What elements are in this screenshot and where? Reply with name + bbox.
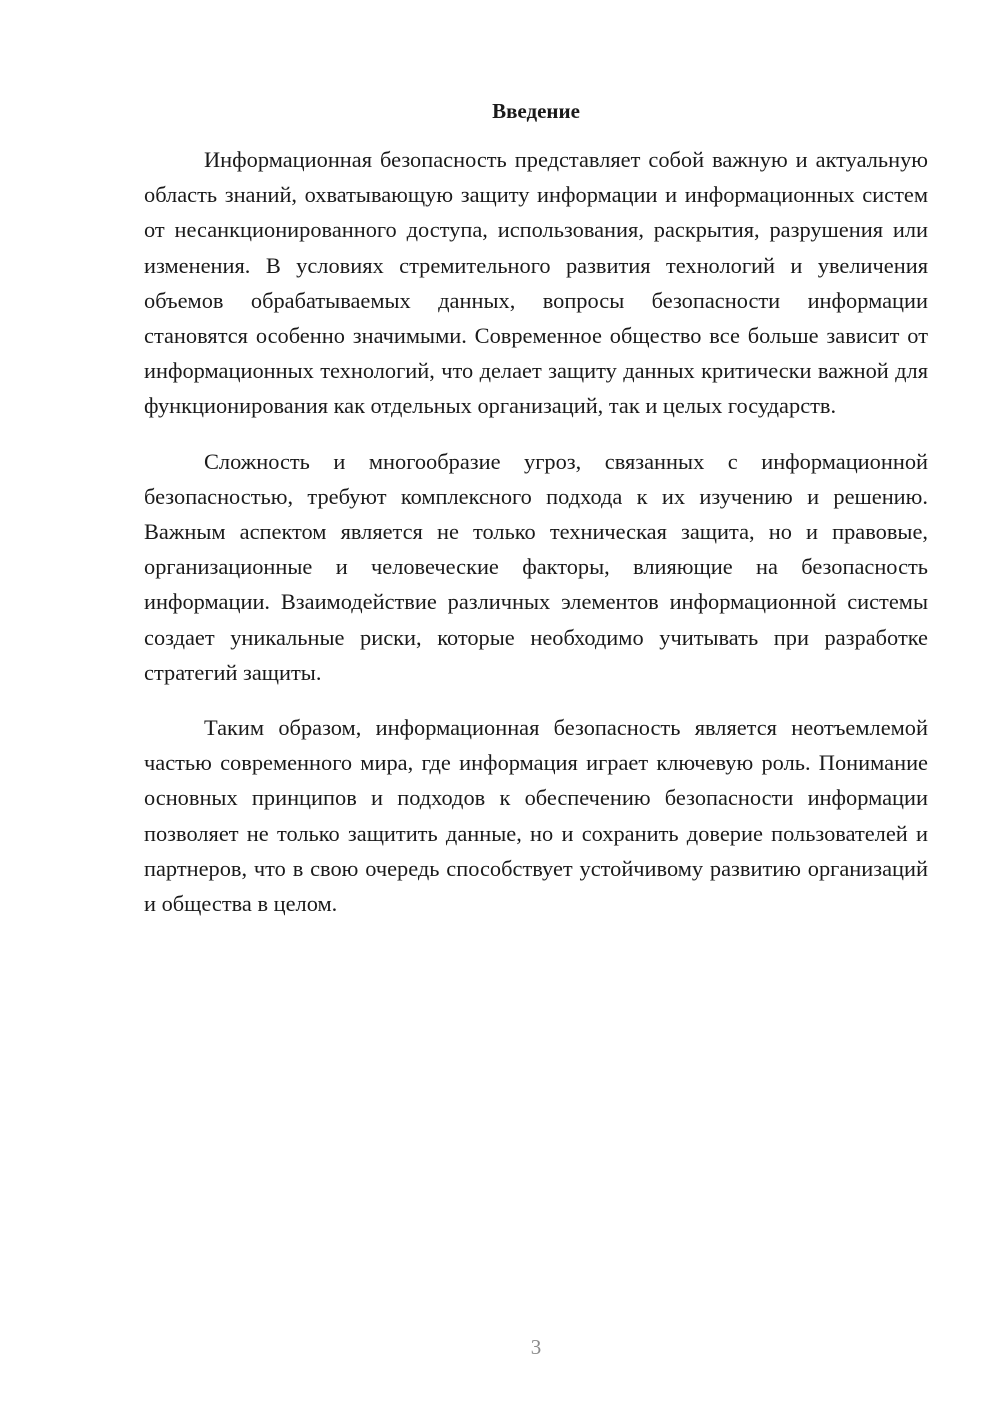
paragraph-3: Таким образом, информационная безопасность является неотъемлемой частью современного мира, где информация играет ключевую роль. Понимание основных принципов и подходов к обеспечению безопасности информации позволяет не только защитить данные, но и сохранить доверие пользователей и партнеров, что в свою очередь способствует устойчивому развитию организаций и общества в целом. (144, 715, 928, 917)
paragraph-2: Сложность и многообразие угроз, связанных с информационной безопасностью, требуют комплексного подхода к их изучению и решению. Важным аспектом является не только техническая защита, но и правовые, организационные и человеческие факторы, влияющие на безопасность информации. Взаимодействие различных элементов информационной системы создает уникальные риски, которые необходимо учитывать при разработке стратегий защиты. (144, 448, 928, 685)
paragraph-1: Информационная безопасность представляет собой важную и актуальную область знаний, охватывающую защиту информации и информационных систем от несанкционированного доступа, использования, раскрытия, разрушения или изменения. В условиях стремительного развития технологий и увеличения объемов обрабатываемых данных, вопросы безопасности информации становятся особенно значимыми. Современное общество все больше зависит от информационных технологий, что делает защиту данных критически важной для функционирования как отдельных организаций, так и целых государств. (144, 147, 928, 419)
page-title: Введение (492, 99, 580, 123)
document-body (144, 142, 928, 941)
page-number: 3 (530, 1335, 542, 1359)
